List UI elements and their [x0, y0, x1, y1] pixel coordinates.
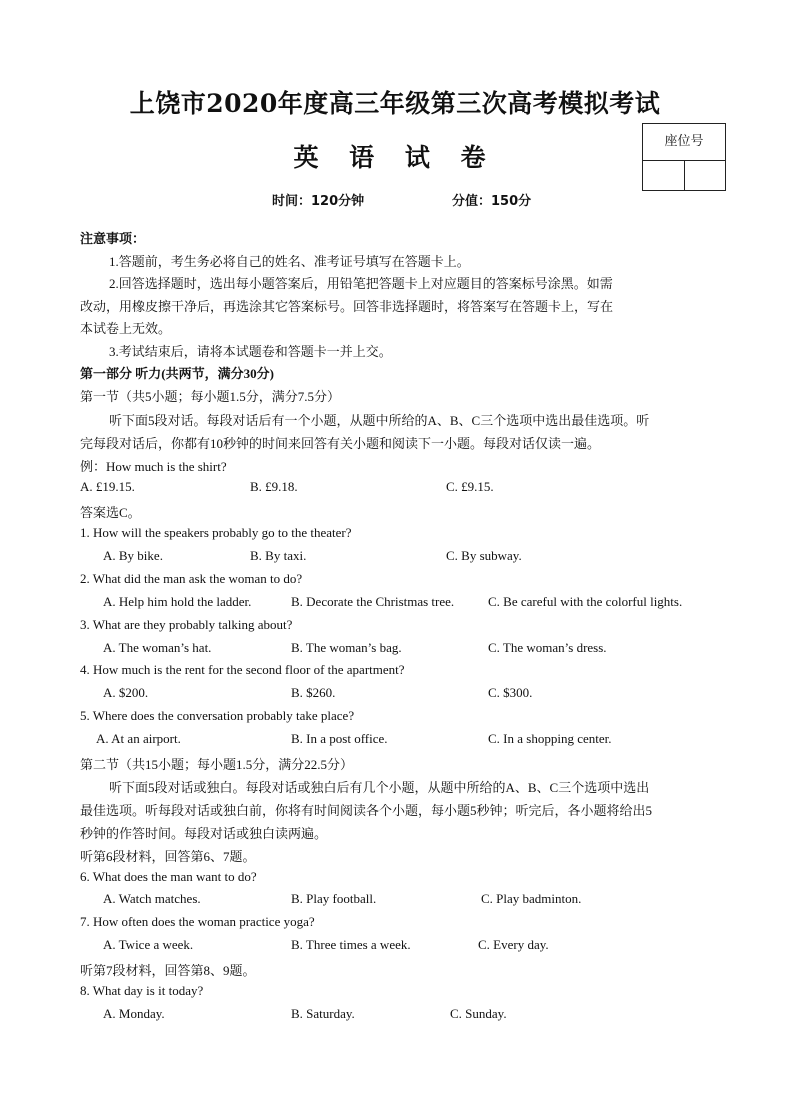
option-c: C. By subway.	[446, 548, 522, 563]
option-a: A. At an airport.	[96, 731, 181, 746]
part1-heading: 第一部分 听力(共两节，满分30分)	[80, 366, 274, 381]
question-text: 4. How much is the rent for the second floor of the apartment?	[80, 662, 405, 677]
seat-number-label: 座位号	[643, 124, 725, 161]
note-2-line-2: 改动，用橡皮擦干净后，再选涂其它答案标号。回答非选择题时，将答案写在答题卡上，写在	[80, 299, 614, 314]
example-option-c: C. £9.15.	[446, 479, 494, 494]
seat-cell-2	[684, 161, 726, 190]
option-a: A. $200.	[103, 685, 149, 700]
option-b: B. Decorate the Christmas tree.	[291, 594, 455, 609]
example-option-b: B. £9.18.	[250, 479, 298, 494]
option-c: C. Sunday.	[450, 1006, 507, 1021]
section2-instruction-1: 听下面5段对话或独白。每段对话或独白后有几个小题，从题中所给的A、B、C三个选项中选出	[109, 780, 650, 795]
seat-number-box	[642, 123, 726, 191]
question-text: 3. What are they probably talking about?	[80, 617, 293, 632]
exam-score: 分值：150分	[452, 194, 532, 209]
note-2-line-3: 本试卷上无效。	[80, 321, 172, 336]
option-a: A. Twice a week.	[103, 937, 194, 952]
note-1: 1.答题前，考生务必将自己的姓名、准考证号填写在答题卡上。	[109, 254, 470, 269]
example-question: 例：How much is the shirt?	[80, 459, 227, 474]
section1-instruction-2: 完每段对话后，你都有10秒钟的时间来回答有关小题和阅读下一小题。每段对话仅读一遍。	[80, 436, 601, 451]
exam-title: 上饶市2020年度高三年级第三次高考模拟考试	[129, 89, 661, 118]
material-7-label: 听第7段材料，回答第8、9题。	[80, 963, 256, 978]
question-text: 8. What day is it today?	[80, 983, 204, 998]
subject-title: 英 语 试 卷	[293, 143, 497, 172]
option-b: B. Play football.	[291, 891, 377, 906]
option-a: A. Monday.	[103, 1006, 165, 1021]
question-text: 5. Where does the conversation probably take place?	[80, 708, 355, 723]
option-b: B. Saturday.	[291, 1006, 355, 1021]
section1-instruction-1: 听下面5段对话。每段对话后有一个小题，从题中所给的A、B、C三个选项中选出最佳选项。听	[109, 413, 650, 428]
seat-cell-1	[643, 161, 684, 190]
option-a: A. Watch matches.	[103, 891, 201, 906]
question-text: 6. What does the man want to do?	[80, 869, 257, 884]
option-c: C. The woman’s dress.	[488, 640, 607, 655]
option-a: A. Help him hold the ladder.	[103, 594, 252, 609]
option-a: A. The woman’s hat.	[103, 640, 212, 655]
exam-time: 时间：120分钟	[272, 194, 365, 209]
question-text: 7. How often does the woman practice yoga?	[80, 914, 315, 929]
option-c: C. Every day.	[478, 937, 549, 952]
section2-instruction-2: 最佳选项。听每段对话或独白前，你将有时间阅读各个小题，每小题5秒钟；听完后，各小题将给出5	[80, 803, 653, 818]
option-b: B. $260.	[291, 685, 336, 700]
question-text: 1. How will the speakers probably go to the theater?	[80, 525, 352, 540]
example-answer: 答案选C。	[80, 505, 141, 520]
option-c: C. In a shopping center.	[488, 731, 612, 746]
option-c: C. Play badminton.	[481, 891, 582, 906]
option-b: B. By taxi.	[250, 548, 307, 563]
section2-instruction-3: 秒钟的作答时间。每段对话或独白读两遍。	[80, 826, 328, 841]
option-a: A. By bike.	[103, 548, 163, 563]
note-2-line-1: 2.回答选择题时，选出每小题答案后，用铅笔把答题卡上对应题目的答案标号涂黑。如需	[109, 276, 613, 291]
section2-heading: 第二节（共15小题；每小题1.5分，满分22.5分）	[80, 757, 354, 772]
notes-heading: 注意事项：	[80, 231, 146, 246]
option-c: C. $300.	[488, 685, 533, 700]
option-b: B. In a post office.	[291, 731, 388, 746]
section1-heading: 第一节（共5小题；每小题1.5分，满分7.5分）	[80, 389, 341, 404]
option-c: C. Be careful with the colorful lights.	[488, 594, 683, 609]
option-b: B. The woman’s bag.	[291, 640, 402, 655]
question-text: 2. What did the man ask the woman to do?	[80, 571, 303, 586]
material-6-label: 听第6段材料，回答第6、7题。	[80, 849, 256, 864]
example-option-a: A. £19.15.	[80, 479, 135, 494]
option-b: B. Three times a week.	[291, 937, 411, 952]
note-3: 3.考试结束后，请将本试题卷和答题卡一并上交。	[109, 344, 392, 359]
